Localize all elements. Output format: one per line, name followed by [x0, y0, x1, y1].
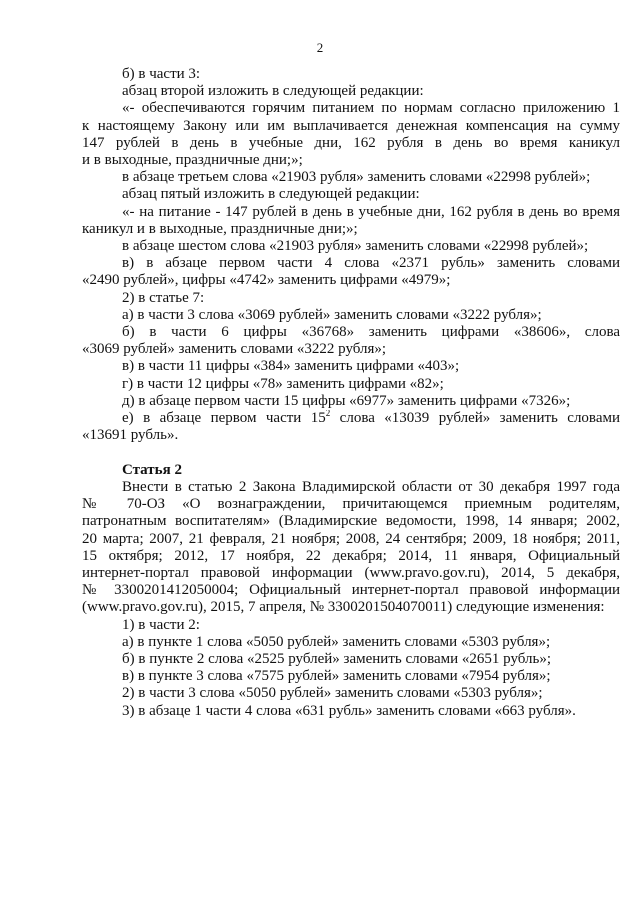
item-e-superscript: 2	[325, 410, 331, 418]
article-1-text-line: абзац пятый изложить в следующей редакции:	[122, 186, 420, 203]
article-2-heading-wrap	[82, 462, 620, 479]
article-1-text-line: а) в части 3 слова «3069 рублей» заменить словами «3222 рубля»;	[122, 306, 542, 323]
article-2-text-line: патронатным воспитателям» (Владимирские ведомости, 1998, 14 января; 2002,	[82, 513, 620, 530]
article-2-text-line: 20 марта; 2007, 21 февраля, 21 ноября; 2008, 24 сентября; 2009, 18 ноября; 2011,	[82, 530, 620, 547]
item-e	[82, 410, 620, 444]
article-2-text-line: б) в пункте 2 слова «2525 рублей» заменить словами «2651 рубль»;	[122, 650, 552, 667]
article-2-text-line: Внести в статью 2 Закона Владимирской области от 30 декабря 1997 года	[122, 479, 620, 495]
article-2-text-line: а) в пункте 1 слова «5050 рублей» заменить словами «5303 рубля»;	[122, 633, 551, 650]
article-1-text-line: в абзаце шестом слова «21903 рубля» заменить словами «22998 рублей»;	[122, 237, 589, 254]
article-1-text-line: 2) в статье 7:	[122, 289, 205, 306]
article-1-text-line: г) в части 12 цифры «78» заменить цифрами «82»;	[122, 375, 444, 392]
article-1-text-line: «3069 рублей» заменить словами «3222 рубля»;	[82, 341, 387, 358]
article-1-text-line: д) в абзаце первом части 15 цифры «6977» заменить цифрами «7326»;	[122, 392, 571, 409]
item-e-line-1	[82, 410, 620, 427]
article-heading: Статья 2	[122, 462, 182, 478]
article-2-text-line: 15 октября; 2012, 17 ноября, 22 декабря; 2014, 11 января, Официальный	[82, 547, 620, 564]
item-e-line-2: «13691 рубль».	[82, 427, 179, 444]
amendments-article-1-continued	[82, 66, 620, 410]
article-1-text-line: абзац второй изложить в следующей редакции:	[122, 83, 424, 100]
article-2-text-line: интернет-портал правовой информации (www.pravo.gov.ru), 2014, 5 декабря,	[82, 564, 620, 581]
page-number: 2	[316, 40, 324, 55]
article-1-text-line: и в выходные, праздничные дни;»;	[82, 151, 303, 168]
article-2-text-line: № 70-ОЗ «О вознаграждении, причитающемся приемным родителям,	[82, 496, 620, 513]
article-1-text-line: к настоящему Закону или им выплачивается денежная компенсация на сумму	[82, 117, 620, 134]
article-1-text-line: в) в части 11 цифры «384» заменить цифрами «403»;	[122, 358, 460, 375]
item-e-text: е) в абзаце первом части 15	[122, 410, 326, 426]
article-1-text-line: «- обеспечиваются горячим питанием по нормам согласно приложению 1	[122, 100, 620, 117]
article-2-text-line: (www.pravo.gov.ru), 2015, 7 апреля, № 3300201504070011) следующие изменения:	[82, 599, 605, 616]
article-2-body	[82, 479, 620, 720]
article-2-text-line: № 3300201412050004; Официальный интернет-портал правовой информации	[82, 582, 620, 599]
article-1-text-line: б) в части 6 цифры «36768» заменить цифрами «38606», слова	[122, 323, 620, 340]
article-2-text-line: 3) в абзаце 1 части 4 слова «631 рубль» заменить словами «663 рубля».	[122, 702, 576, 719]
article-2-text-line: в) в пункте 3 слова «7575 рублей» заменить словами «7954 рубля»;	[122, 668, 551, 685]
article-1-text-line: в абзаце третьем слова «21903 рубля» заменить словами «22998 рублей»;	[122, 169, 591, 186]
article-2-text-line: 2) в части 3 слова «5050 рублей» заменить словами «5303 рубля»;	[122, 685, 543, 702]
article-2-text-line: 1) в части 2:	[122, 616, 200, 633]
article-1-text-line: в) в абзаце первом части 4 слова «2371 рубль» заменить словами	[122, 255, 620, 272]
article-1-text-line: каникул и в выходные, праздничные дни;»;	[82, 220, 358, 237]
item-e-text-after: слова «13039 рублей» заменить словами	[330, 410, 620, 426]
article-1-text-line: б) в части 3:	[122, 66, 201, 82]
article-1-text-line: «2490 рублей», цифры «4742» заменить цифрами «4979»;	[82, 272, 451, 289]
article-1-text-line: «- на питание - 147 рублей в день в учебные дни, 162 рубля в день во время	[122, 203, 620, 220]
article-1-text-line: 147 рублей в день в учебные дни, 162 рубля в день во время каникул	[82, 134, 620, 151]
